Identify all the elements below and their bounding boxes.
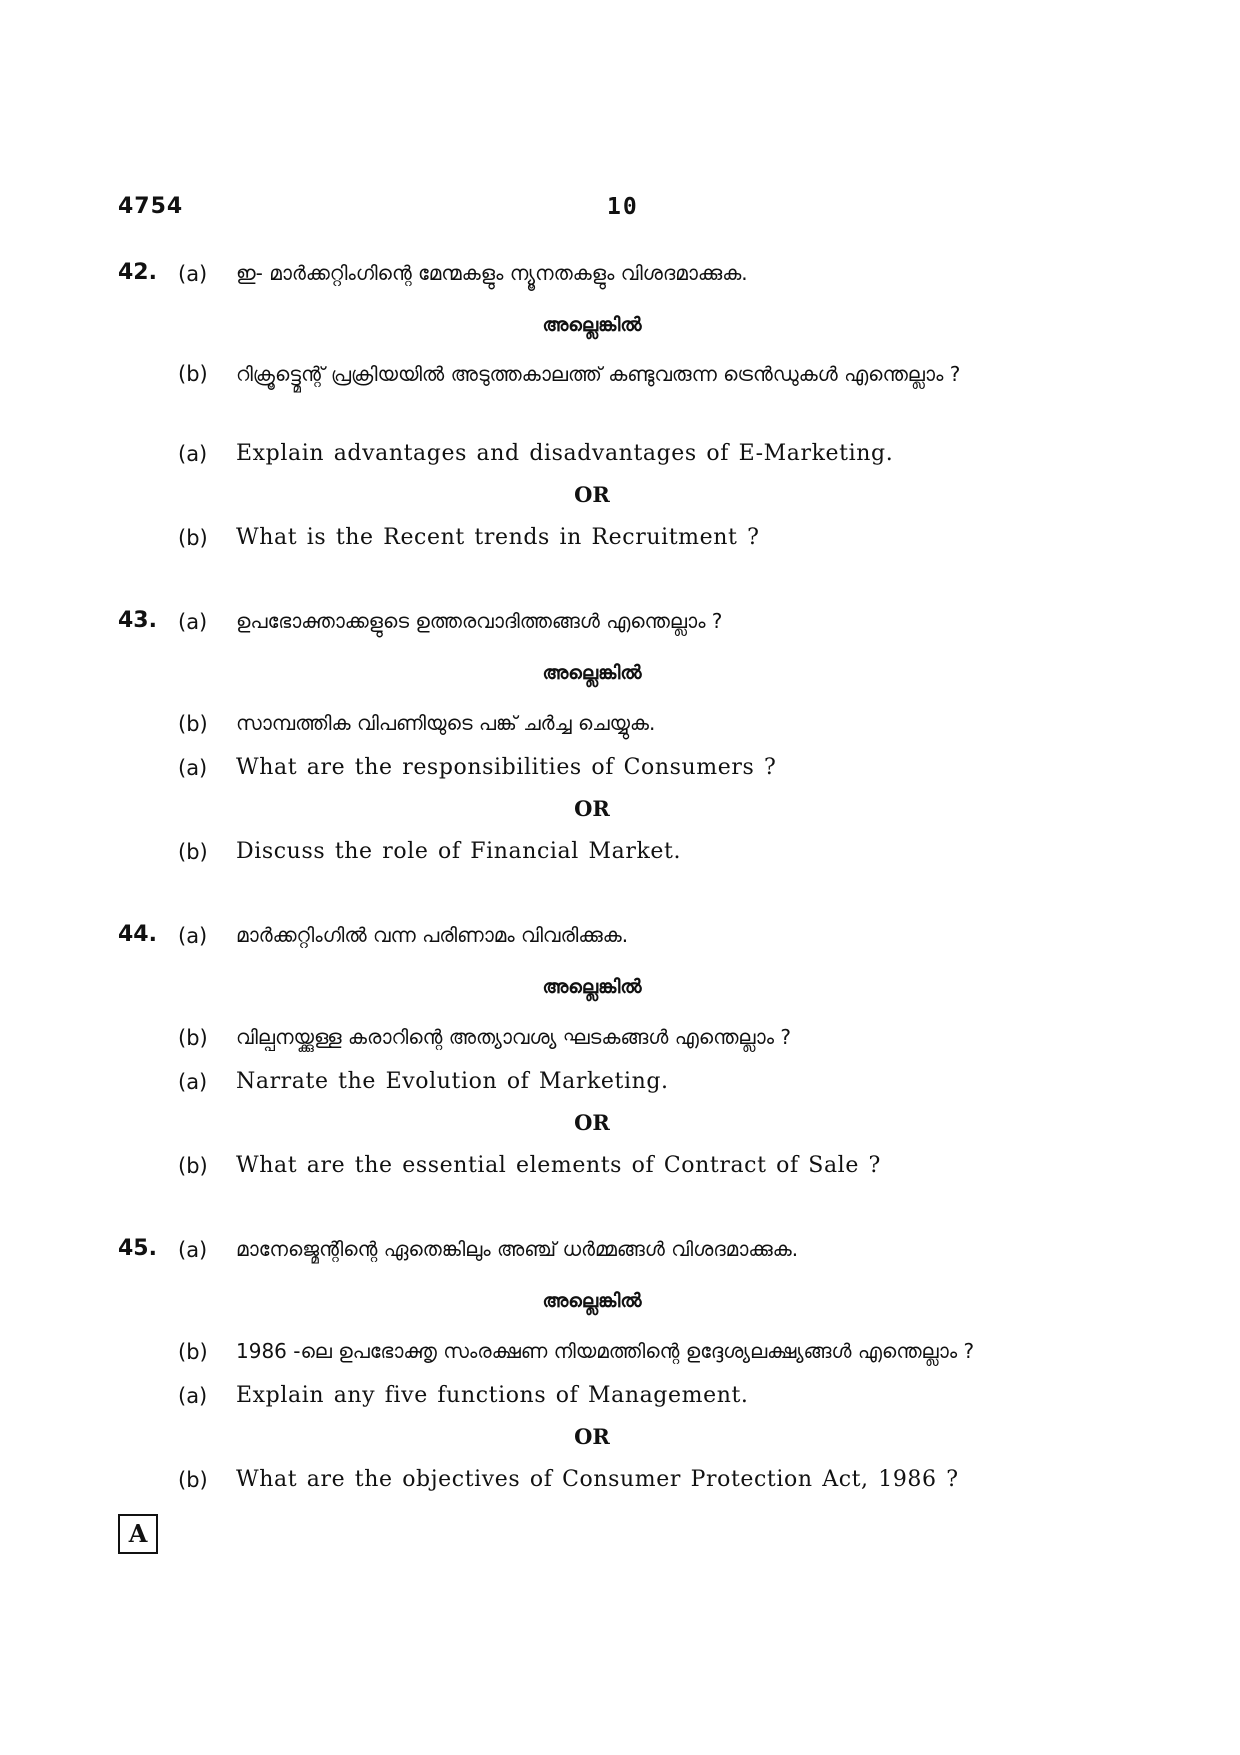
or-separator: OR [574, 1110, 610, 1135]
question-text-en-a: Explain any five functions of Management. [236, 1383, 749, 1408]
option-label-a: (a) [178, 756, 208, 780]
option-label-a: (a) [178, 1384, 208, 1408]
question-text-en-a: Narrate the Evolution of Marketing. [236, 1069, 669, 1094]
question-text-ml-b: റിക്രൂട്ട്മെന്റ് പ്രക്രിയയിൽ അടുത്തകാലത്ത് കണ്ടുവരുന്ന ട്രെൻഡുകൾ എന്തെല്ലാം ? [236, 362, 961, 386]
or-separator: OR [574, 1424, 610, 1449]
option-label-a: (a) [178, 262, 208, 286]
question-text-en-b: What is the Recent trends in Recruitment ? [236, 525, 760, 550]
option-label-a: (a) [178, 924, 208, 948]
question-text-ml-a: ഇ- മാർക്കറ്റിംഗിന്റെ മേന്മകളും ന്യൂനതകളും വിശദമാക്കുക. [236, 261, 748, 285]
question-text-ml-a: ഉപഭോക്താക്കളുടെ ഉത്തരവാദിത്തങ്ങൾ എന്തെല്ലാം ? [236, 609, 723, 633]
question-number: 42. [118, 260, 157, 285]
version-box: A [118, 1514, 158, 1554]
option-label-b: (b) [178, 840, 208, 864]
option-label-a: (a) [178, 442, 208, 466]
question-text-en-b: What are the essential elements of Contract of Sale ? [236, 1153, 881, 1178]
option-label-a: (a) [178, 610, 208, 634]
question-number: 43. [118, 608, 157, 633]
question-text-ml-a: മാനേജ്മെന്റിന്റെ ഏതെങ്കിലും അഞ്ച് ധർമ്മങ്ങൾ വിശദമാക്കുക. [236, 1237, 799, 1261]
option-label-b: (b) [178, 362, 208, 386]
header-code: 4754 [118, 194, 184, 219]
or-separator: OR [574, 482, 610, 507]
or-separator-ml: അല്ലെങ്കിൽ [542, 662, 642, 684]
question-text-en-b: Discuss the role of Financial Market. [236, 839, 682, 864]
or-separator-ml: അല്ലെങ്കിൽ [542, 314, 642, 336]
option-label-b: (b) [178, 526, 208, 550]
question-number: 45. [118, 1236, 157, 1261]
option-label-b: (b) [178, 1340, 208, 1364]
page-number: 10 [607, 194, 639, 220]
option-label-b: (b) [178, 1468, 208, 1492]
question-text-en-a: Explain advantages and disadvantages of E-Marketing. [236, 441, 894, 466]
question-number: 44. [118, 922, 157, 947]
question-text-ml-b: വില്പനയ്ക്കുള്ള കരാറിന്റെ അത്യാവശ്യ ഘടകങ്ങൾ എന്തെല്ലാം ? [236, 1025, 791, 1049]
question-text-en-a: What are the responsibilities of Consumers ? [236, 755, 777, 780]
or-separator: OR [574, 796, 610, 821]
or-separator-ml: അല്ലെങ്കിൽ [542, 1290, 642, 1312]
question-text-ml-b: സാമ്പത്തിക വിപണിയുടെ പങ്ക് ചർച്ച ചെയ്യുക. [236, 711, 656, 735]
question-text-ml-a: മാർക്കറ്റിംഗിൽ വന്ന പരിണാമം വിവരിക്കുക. [236, 923, 629, 947]
option-label-b: (b) [178, 1026, 208, 1050]
option-label-a: (a) [178, 1238, 208, 1262]
question-text-ml-b: 1986 -ലെ ഉപഭോക്തൃ സംരക്ഷണ നിയമത്തിന്റെ ഉദ്ദേശ്യലക്ഷ്യങ്ങൾ എന്തെല്ലാം ? [236, 1339, 975, 1363]
option-label-a: (a) [178, 1070, 208, 1094]
question-text-en-b: What are the objectives of Consumer Protection Act, 1986 ? [236, 1467, 959, 1492]
option-label-b: (b) [178, 712, 208, 736]
option-label-b: (b) [178, 1154, 208, 1178]
or-separator-ml: അല്ലെങ്കിൽ [542, 976, 642, 998]
